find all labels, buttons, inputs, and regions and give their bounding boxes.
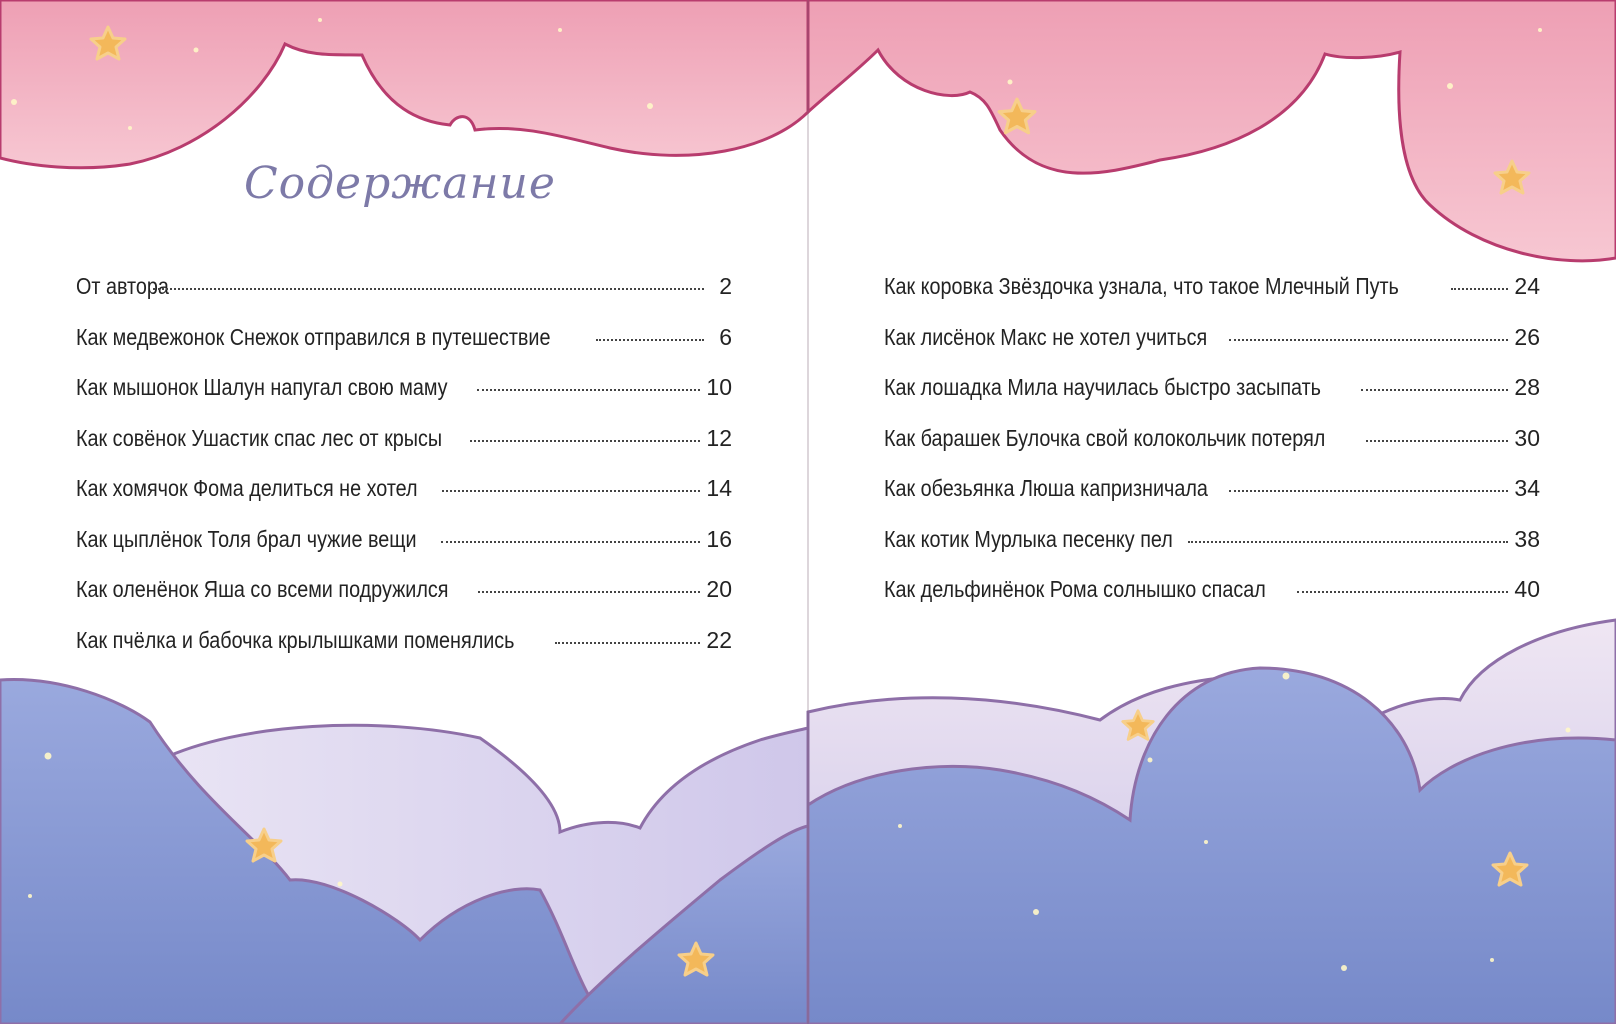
- dot-leader: [477, 389, 701, 391]
- toc-entry[interactable]: [76, 273, 732, 324]
- toc-entry[interactable]: [76, 627, 732, 678]
- toc-entry-title: Как цыплёнок Толя брал чужие вещи: [76, 525, 417, 552]
- cloud-icon: [808, 0, 1616, 261]
- dot-leader: [1229, 339, 1509, 341]
- toc-entry-title: Как медвежонок Снежок отправился в путешествие: [76, 323, 551, 350]
- toc-list-left: [76, 273, 732, 677]
- toc-entry[interactable]: [76, 425, 732, 476]
- dot-leader: [441, 541, 701, 543]
- dot-leader: [1229, 490, 1508, 492]
- toc-entry-title: Как дельфинёнок Рома солнышко спасал: [884, 576, 1266, 602]
- toc-entry-page: 14: [706, 475, 732, 501]
- toc-entry[interactable]: [76, 475, 732, 526]
- toc-entry[interactable]: [884, 475, 1540, 526]
- toc-entry-page: 26: [1514, 323, 1540, 350]
- dot-leader: [153, 288, 704, 290]
- toc-entry-page: 10: [706, 374, 732, 400]
- dot-leader: [1451, 288, 1508, 290]
- toc-entry-page: 28: [1514, 374, 1540, 400]
- toc-entry-title: Как хомячок Фома делиться не хотел: [76, 475, 418, 501]
- toc-entry-title: От автора: [76, 273, 169, 299]
- toc-entry-page: 12: [706, 424, 732, 451]
- toc-entry-page: 34: [1514, 475, 1540, 501]
- toc-entry-page: 40: [1514, 576, 1540, 602]
- toc-entry[interactable]: [884, 425, 1540, 476]
- dot-leader: [1361, 389, 1509, 391]
- dot-leader: [478, 591, 701, 593]
- toc-entry-title: Как коровка Звёздочка узнала, что такое Млечный Путь: [884, 273, 1399, 299]
- toc-entry[interactable]: [76, 576, 732, 627]
- toc-entry-page: 38: [1514, 525, 1540, 552]
- dot-leader: [442, 490, 701, 492]
- toc-entry[interactable]: [884, 273, 1540, 324]
- toc-entry-title: Как мышонок Шалун напугал свою маму: [76, 374, 448, 400]
- dot-leader: [1297, 591, 1509, 593]
- toc-entry-page: 2: [719, 273, 732, 299]
- toc-entry-page: 16: [706, 525, 732, 552]
- toc-entry[interactable]: [76, 526, 732, 577]
- toc-entry-title: Как обезьянка Люша капризничала: [884, 475, 1208, 501]
- toc-entry-title: Как котик Мурлыка песенку пел: [884, 525, 1173, 552]
- toc-entry-page: 30: [1514, 424, 1540, 451]
- toc-list-right: [884, 273, 1540, 627]
- toc-entry-title: Как барашек Булочка свой колокольчик потерял: [884, 424, 1326, 451]
- toc-entry-title: Как пчёлка и бабочка крылышками поменялись: [76, 626, 515, 653]
- toc-entry-title: Как оленёнок Яша со всеми подружился: [76, 576, 449, 602]
- toc-entry-page: 24: [1514, 273, 1540, 299]
- dot-leader: [470, 440, 700, 442]
- page-gutter: [807, 0, 809, 1024]
- toc-entry[interactable]: [884, 576, 1540, 627]
- toc-entry[interactable]: [884, 324, 1540, 375]
- cloud-icon: [0, 0, 808, 168]
- dot-leader: [1188, 541, 1508, 543]
- toc-entry-page: 22: [706, 626, 732, 653]
- toc-entry-page: 6: [719, 323, 732, 350]
- toc-entry-title: Как лисёнок Макс не хотел учиться: [884, 323, 1208, 350]
- toc-entry-title: Как совёнок Ушастик спас лес от крысы: [76, 424, 443, 451]
- dot-leader: [555, 642, 701, 644]
- toc-entry[interactable]: [884, 374, 1540, 425]
- toc-entry[interactable]: [76, 324, 732, 375]
- page-title: Содержание: [244, 158, 556, 209]
- toc-entry[interactable]: [884, 526, 1540, 577]
- dot-leader: [1366, 440, 1509, 442]
- toc-entry[interactable]: [76, 374, 732, 425]
- dot-leader: [596, 339, 704, 341]
- toc-entry-page: 20: [706, 576, 732, 602]
- toc-entry-title: Как лошадка Мила научилась быстро засыпать: [884, 374, 1321, 400]
